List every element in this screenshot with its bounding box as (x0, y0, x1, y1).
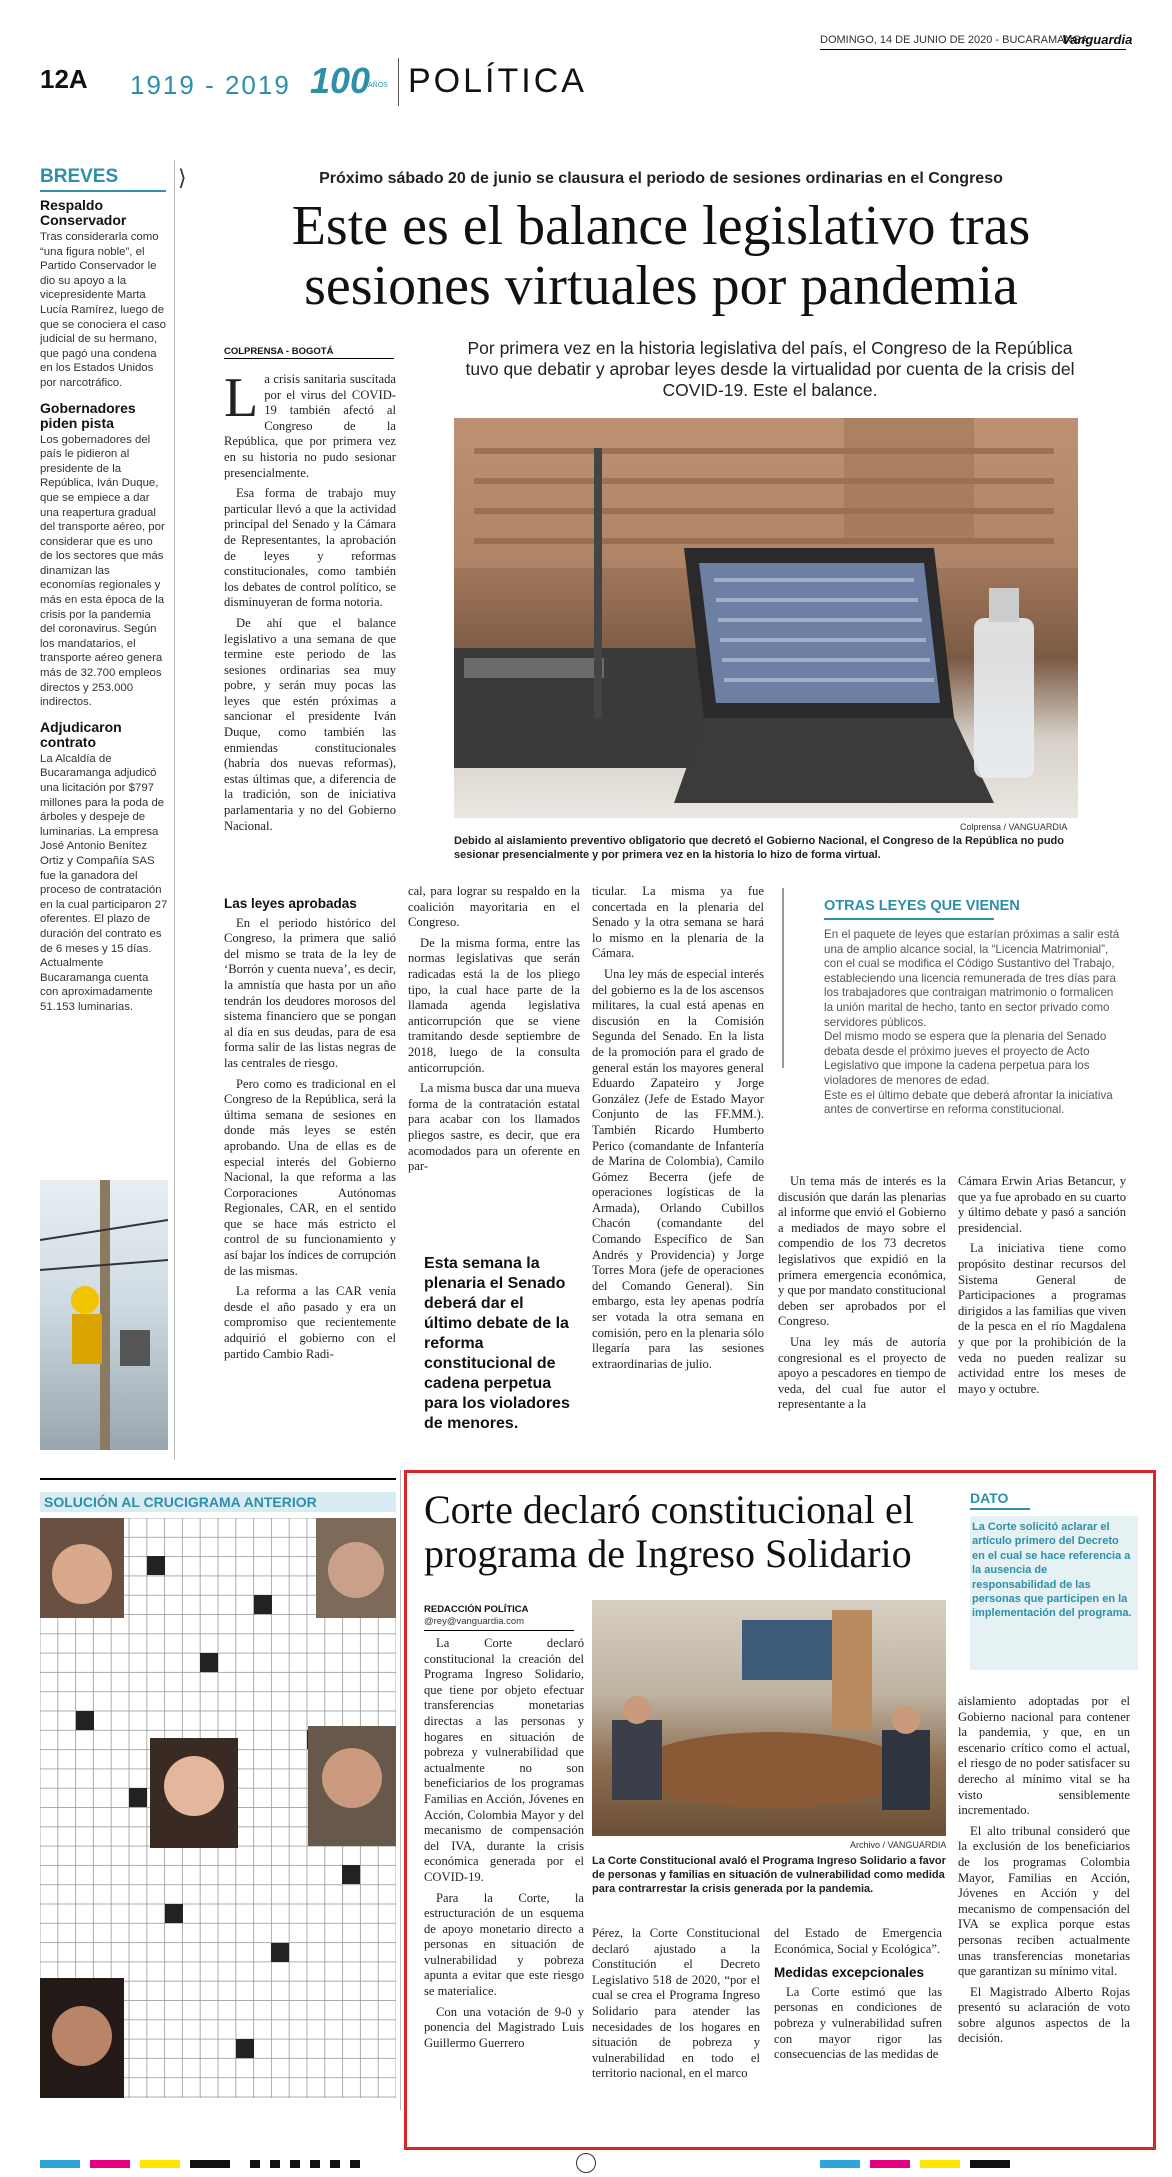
paragraph: De la misma forma, entre las normas legislativas que serán radicadas está la de los pliego tipo, la cual hace parte de la llamada agenda legislativa anticorrupción que se viene tramitando desde septiembre de 2018, luego de la consulta anticorrupción. (408, 935, 580, 1075)
main-headline-line-1: Este es el balance legislativo tras (291, 195, 1031, 257)
second-headline-line-2: programa de Ingreso Solidario (424, 1531, 912, 1576)
paragraph: La misma busca dar una mueva forma de la contratación estatal para acabar con los llamados pliegos sastre, es decir, que era acomodados para un oferente en par- (408, 1081, 580, 1174)
box-title: OTRAS LEYES QUE VIENEN (824, 898, 1020, 914)
paragraph: Con una votación de 9-0 y ponencia del Magistrado Luis Guillermo Guerrero (424, 2004, 584, 2050)
box-paragraph: En el paquete de leyes que estarían próximas a salir está una de amplio alcance social, la “Licencia Matrimonial”, con el cual se modifica el Código Sustantivo del Trabajo, estableciendo una licencia remunerada de tres días para los trabajadores que contraigan matrimonio o formalicen la unión marital de hecho, tanto en sector privado como servidores públicos. (824, 928, 1120, 1029)
second-column-4 (958, 1694, 1130, 2052)
second-column-1 (424, 1636, 584, 2056)
briefs-column (40, 198, 168, 1025)
paragraph: Pérez, la Corte Constitucional declaró ajustado a la Constitución el Decreto Legislativo 518 de 2020, “por el cual se crea el Programa Ingreso Solidario para atender las necesidades de los hogares en situación de pobreza y vulnerabilidad en todo el territorio nacional, en el marco (592, 1926, 760, 2081)
anniversary-logo: 100 (310, 60, 371, 101)
crossword-grid (40, 1518, 396, 2098)
box-paragraph: Este es el último debate que deberá afrontar la iniciativa antes de convertirse en reforma constitucional. (824, 1088, 1113, 1117)
print-colorbar (250, 2160, 370, 2168)
paragraph: a crisis sanitaria suscitada por el virus del COVID-19 también afectó al Congreso de la República, que por primera vez en su historia no pudo sesionar presencialmente. (224, 372, 396, 480)
section-title: POLÍTICA (408, 62, 587, 100)
brief-title: Respaldo Conservador (40, 197, 127, 228)
main-column-4 (778, 1174, 946, 1418)
paragraph: En el periodo histórico del Congreso, la primera que salió del mismo se trata de la ley de ‘Borrón y cuenta nueva’, es decir, la amnistía que hasta por un año tendrán los deudores morosos del sistema financiero que se pongan al día en sus deudas, para de esa forma salir de las listas negras de las centrales de riesgo. (224, 915, 396, 1070)
main-column-5 (958, 1174, 1126, 1402)
box-paragraph: Del mismo modo se espera que la plenaria del Senado debata desde el próximo jueves el proyecto de Acto Legislativo que impone la cadena perpetua para los violadores de menores de edad. (824, 1030, 1107, 1087)
registration-mark-icon (576, 2153, 596, 2173)
second-email: @rey@vanguardia.com (424, 1616, 525, 1627)
second-photo (592, 1600, 946, 1836)
anniversary-years: 1919 - 2019 (130, 70, 291, 100)
crossword-label: SOLUCIÓN AL CRUCIGRAMA ANTERIOR (40, 1492, 396, 1512)
anniversary-logo-sub: AÑOS (368, 82, 388, 89)
print-colorbar (90, 2160, 130, 2168)
page-number: 12A (40, 64, 88, 94)
briefs-label: BREVES (40, 166, 119, 187)
print-colorbar (870, 2160, 910, 2168)
second-headline (424, 1488, 964, 1576)
main-headline-line-2: sesiones virtuales por pandemia (304, 255, 1018, 317)
print-colorbar (970, 2160, 1010, 2168)
paragraph: del Estado de Emergencia Económica, Social y Ecológica”. (774, 1926, 942, 1956)
briefs-rule (40, 190, 166, 192)
second-headline-line-1: Corte declaró constitucional el (424, 1487, 914, 1532)
box-text (824, 928, 1122, 1118)
box-title-rule (824, 918, 994, 920)
box-accent (782, 888, 794, 1068)
byline-rule (224, 358, 394, 359)
print-colorbar (40, 2160, 80, 2168)
kicker: Próximo sábado 20 de junio se clausura el periodo de sesiones ordinarias en el Congreso (319, 170, 1003, 187)
print-colorbar (140, 2160, 180, 2168)
main-column-1 (224, 367, 396, 839)
brief-photo (40, 1180, 168, 1450)
main-column-3 (592, 884, 764, 1377)
dato-rule (970, 1508, 1030, 1510)
brief-text: La Alcaldía de Bucaramanga adjudicó una licitación por $797 millones para la poda de árboles y despeje de luminarias. La empresa José Antonio Benítez Ortiz y Compañía SAS fue la ganadora del proceso de contratación en la cual participaron 27 oferentes. El plazo de duración del contrato es de 6 meses y 15 días. Actualmente Bucaramanga cuenta con aproximadamente 51.153 luminarias. (40, 752, 168, 1013)
crossword-top-rule (40, 1478, 396, 1480)
header-rule (820, 49, 1126, 50)
second-byline-rule (424, 1630, 574, 1631)
brief-text: Los gobernadores del país le pidieron al presidente de la República, Iván Duque, que se empiece a dar una reapertura gradual del transporte aéreo, por considerar que es uno de los sectores que más dinamizan las economías regionales y más en esta época de la crisis por la pandemia del coronavirus. Según los mandatarios, el transporte aéreo genera más de 32.700 empleos directos y 253.000 indirectos. (40, 433, 165, 709)
paragraph: De ahí que el balance legislativo a una semana de que termine este periodo de las sesiones ordinarias sea muy pobre, y serán muy pocas las leyes que estén próximas a sancionar el presidente Iván Duque, como también las enmiendas constitucionales (habría dos nuevas reformas), estas últimas que, a diferencia de la tradición, son de iniciativa parlamentaria y no del Gobierno Nacional. (224, 615, 396, 833)
subhead-measures: Medidas excepcionales (774, 1965, 925, 1981)
paragraph: aislamiento adoptadas por el Gobierno nacional para contener la pandemia, y que, en un escenario crítico como el actual, el riesgo de no poder satisfacer su derecho al mínimo vital se ha visto sensiblemente incrementado. (958, 1694, 1130, 1818)
paragraph: La Corte declaró constitucional la creación del Programa Ingreso Solidario, que tiene por objeto efectuar transferencias monetarias directas a las personas y hogares en situación de pobreza y vulnerabilidad que actualmente no son beneficiarios de los programas Familias en Acción, Jóvenes en Acción, Colombia Mayor y del mecanismo de compensación del IVA, durante la crisis económica generada por el COVID-19. (424, 1636, 584, 1884)
second-column-3 (774, 1926, 942, 2068)
date-line: DOMINGO, 14 DE JUNIO DE 2020 - BUCARAMANGA (820, 34, 1089, 46)
pull-quote: Esta semana la plenaria el Senado deberá dar el último debate de la reforma constitucional de cadena perpetua para los violadores de menores. (424, 1255, 570, 1432)
brand-logo: Vanguardia (1062, 32, 1133, 47)
second-byline: REDACCIÓN POLÍTICA (424, 1604, 529, 1615)
print-colorbar (920, 2160, 960, 2168)
paragraph: Una ley más de autoría congresional es el proyecto de apoyo a pescadores en tiempo de veda, del cual fue autor el representante a la (778, 1334, 946, 1412)
paragraph: Esa forma de trabajo muy particular llevó a que la actividad principal del Senado y la Cámara de Representantes, la aprobación de leyes y reformas constitucionales, como también los debates de control político, se disminuyeran de forma notoria. (224, 486, 396, 610)
header-divider (398, 58, 399, 106)
second-photo-caption: La Corte Constitucional avaló el Programa Ingreso Solidario a favor de personas y familias en situación de vulnerabilidad como medida para contrarrestar la crisis generada por la pandemia. (592, 1855, 946, 1895)
main-photo-credit: Colprensa / VANGUARDIA (960, 822, 1068, 832)
main-photo (454, 418, 1078, 818)
subhead-laws: Las leyes aprobadas (224, 896, 357, 911)
paragraph: La iniciativa tiene como propósito destinar recursos del Sistema General de Participaciones a programas dirigidos a las familias que viven de la pesca en el río Magdalena y que por la prohibición de la veda no pueden realizar su actividad entre los meses de mayo y octubre. (958, 1241, 1126, 1396)
second-column-2 (592, 1926, 760, 2087)
main-headline (196, 196, 1126, 316)
paragraph: Cámara Erwin Arias Betancur, y que ya fue aprobado en su cuarto y último debate y pasó a sanción presidencial. (958, 1174, 1126, 1235)
brief-text: Tras considerarla como “una figura noble”, el Partido Conservador le dio su apoyo a la vicepresidente Marta Lucía Ramírez, luego de que se conociera el caso judicial de su hermano, que pagó una condena en los Estados Unidos por narcotráfico. (40, 231, 167, 389)
paragraph: Un tema más de interés es la discusión que darán las plenarias al informe que envió el Gobierno a mediados de mayo sobre el compendio de los 73 decretos legislativos que expidió en la primera emergencia económica, y que por mandato constitucional deben ser aprobados por el Congreso. (778, 1174, 946, 1329)
paragraph: cal, para lograr su respaldo en la coalición mayoritaria en el Congreso. (408, 884, 580, 930)
main-lede: Por primera vez en la historia legislativa del país, el Congreso de la República tuvo que debatir y aprobar leyes desde la virtualidad por cuenta de la crisis del COVID-19. Este el balance. (465, 338, 1075, 400)
paragraph: Para la Corte, la estructuración de un esquema de apoyo monetario directo a personas en situación de vulnerabilidad y pobreza apunta a evitar que este riesgo se materialice. (424, 1890, 584, 1999)
main-column-1b (224, 888, 396, 1367)
crossword-divider (400, 1470, 401, 2110)
paragraph: ticular. La misma ya fue concertada en la plenaria del Senado y la otra semana se hará lo mismo en la plenaria de la Cámara. (592, 884, 764, 961)
paragraph: El Magistrado Alberto Rojas presentó su aclaración de voto sobre algunos aspectos de la decisión. (958, 1984, 1130, 2046)
second-photo-credit: Archivo / VANGUARDIA (850, 1840, 947, 1850)
print-colorbar (820, 2160, 860, 2168)
dato-text: La Corte solicitó aclarar el artículo primero del Decreto en el cual se hace referencia a la ausencia de responsabilidad de las personas que participen en la implementación del programa. (972, 1521, 1132, 1620)
print-colorbar (190, 2160, 230, 2168)
paragraph: La reforma a las CAR venía desde el año pasado y era un compromiso que recientemente adquirió el gobierno con el partido Cambio Radi- (224, 1284, 396, 1361)
dato-label: DATO (970, 1490, 1009, 1506)
main-photo-caption: Debido al aislamiento preventivo obligatorio que decretó el Gobierno Nacional, el Congreso de la República no pudo sesionar presencialmente y por primera vez en la historia lo hizo de forma virtual. (454, 835, 1064, 861)
paragraph: Una ley más de especial interés del gobierno es la de los ascensos militares, la cual está apenas en discusión en la Comisión Segunda del Senado. En la lista de la promoción para el grado de general están los mayores general Eduardo Zapateiro y Jorge González (Jefe de Estado Mayor Conjunto de las FF.MM.). También Ricardo Humberto Perico (comandante de Infantería de Marina de Colombia), Camilo Gómez Becerra (jefe de operaciones logísticas de la Armada), Orlando Cubillos Chacón (comandante del Comando Específico de San Andrés y Providencia) y Jorge Torres Mora (jefe de operaciones del Comando General). Sin embargo, esta ley apenas podría ser votada la otra semana en comisión, pero en la plenaria sólo llegaría para las sesiones extraordinarias de julio. (592, 966, 764, 1371)
briefs-divider (174, 160, 175, 1460)
paragraph: Pero como es tradicional en el Congreso de la República, será la última semana de sesiones en donde más leyes se estén aprobando. Una de ellas es de especial interés del Gobierno Nacional, la que reforma a las Corporaciones Autónomas Regionales, CAR, en el sentido que se hace más estricto el control de su funcionamiento y así bajar los índices de corrupción de las mismas. (224, 1076, 396, 1278)
main-column-2 (408, 884, 580, 1180)
dropcap: L (224, 367, 259, 429)
main-byline: COLPRENSA - BOGOTÁ (224, 346, 334, 357)
brief-title: Adjudicaron contrato (40, 718, 122, 750)
paragraph: La Corte estimó que las personas en condiciones de pobreza y vulnerabilidad sufren con mayor rigor las consecuencias de las medidas de (774, 1984, 942, 2062)
paragraph: El alto tribunal consideró que la exclusión de los beneficiarios de los programas Colombia Mayor, Familias en Acción, Jóvenes en Acción y del mecanismo de compensación del IVA se explica porque estas personas reciben actualmente unas transferencias monetarias que garantizan su mínimo vital. (958, 1823, 1130, 1979)
brief-title: Gobernadores piden pista (40, 399, 136, 431)
kicker-arrow-icon: ⟩ (178, 166, 187, 191)
